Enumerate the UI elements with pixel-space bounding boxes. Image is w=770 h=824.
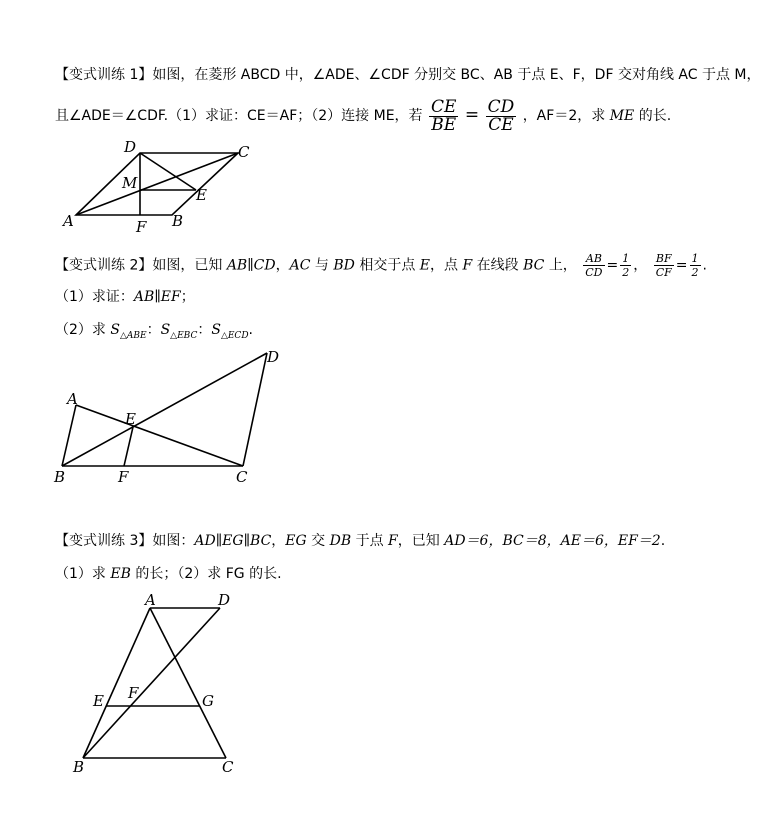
ex2-colon2: ： (197, 322, 212, 338)
fig3-line-bd (83, 608, 220, 758)
ex2-sub2: △EBC (170, 330, 198, 341)
ex2-q2-end: . (248, 322, 253, 338)
ex3-par: AD∥EG∥BC (194, 533, 272, 549)
ex2-comma: ， (275, 257, 290, 274)
ex2-eq2: = (675, 257, 688, 274)
fig2-line-ef (124, 427, 133, 466)
ex3-fg: FG (225, 566, 245, 582)
fig2-label-a: A (67, 390, 78, 408)
ex1-frac1-den: BE (431, 114, 457, 135)
fig1-label-d: D (124, 138, 137, 156)
ex2-fb-den: 2 (622, 266, 630, 279)
ex2-fa-den: CD (585, 266, 603, 279)
fig1-label-f: F (136, 218, 147, 236)
ex1-line2-pre: 且∠ADE＝∠CDF.（1）求证：CE＝AF；（2）连接 ME，若 (55, 108, 423, 124)
ex3-eb: EB (110, 566, 131, 582)
fig1-label-b: B (172, 212, 184, 230)
fig2-label-b: B (54, 468, 66, 486)
fig3-label-g: G (202, 692, 214, 710)
fig1-label-m: M (122, 174, 138, 192)
fig3-label-d: D (218, 591, 231, 609)
ex2-fc-den: CF (655, 266, 672, 279)
fig3-label-f: F (128, 684, 139, 702)
fig1-label-e: E (196, 186, 207, 204)
ex3-c1: ， (271, 533, 286, 549)
ex2-s1: S (110, 322, 120, 338)
ex3-yu: 于点 (355, 533, 384, 549)
fig2-line-ac (76, 405, 243, 466)
ex3-known: ，已知 (397, 533, 440, 549)
ex2-s3: S (211, 322, 221, 338)
ex2-f: F (462, 257, 473, 274)
figure-2-trapezoid (62, 353, 267, 466)
fig2-label-f: F (118, 468, 129, 486)
ex2-e: E (419, 257, 431, 274)
ex2-ab-cd: AB∥CD (226, 257, 276, 274)
ex2-dot: . (702, 257, 707, 274)
fig3-label-c: C (222, 758, 234, 776)
fig3-line-ab (83, 608, 150, 758)
ex3-q-mid: 的长；（2）求 (135, 566, 222, 582)
ex1-line1-text: 【变式训练 1】如图，在菱形 ABCD 中，∠ADE、∠CDF 分别交 BC、AB 于点 E、F，DF 交对角线 AC 于点 M， (55, 67, 761, 83)
ex2-sep: ， (633, 257, 648, 274)
fig1-diagonal-ac (76, 153, 238, 215)
ex1-frac1-num: CE (431, 96, 457, 117)
ex2-eq1: = (606, 257, 619, 274)
ex1-line2-end: 的长. (638, 108, 672, 124)
fig2-label-d: D (267, 348, 280, 366)
ex2-mid4: 上， (548, 257, 577, 274)
ex2-q1-pre: （1）求证： (55, 289, 134, 305)
fig2-label-e: E (125, 410, 136, 428)
fig3-label-b: B (73, 758, 85, 776)
ex3-db: DB (329, 533, 352, 549)
ex1-frac2-den: CE (488, 114, 514, 135)
ex2-s2: S (160, 322, 171, 338)
ex1-me: ME (609, 108, 635, 124)
ex1-eq: = (464, 105, 480, 125)
fig3-label-a: A (145, 591, 156, 609)
ex2-fd-num: 1 (691, 252, 699, 265)
ex2-sub3: △ECD (220, 330, 249, 341)
ex2-line1-pre: 【变式训练 2】如图，已知 (55, 257, 223, 274)
ex3-dot: . (660, 533, 666, 549)
fig2-line-ab (62, 405, 76, 466)
fig2-label-c: C (236, 468, 248, 486)
ex2-bc: BC (523, 257, 545, 274)
ex2-fa-num: AB (583, 252, 604, 266)
ex3-jiao: 交 (311, 533, 326, 549)
fig2-line-bd (62, 353, 267, 466)
ex2-fc-num: BF (654, 252, 674, 266)
ex3-eg: EG (285, 533, 307, 549)
ex3-line1-pre: 【变式训练 3】如图： (55, 533, 195, 549)
ex2-yu: 与 (314, 257, 329, 274)
fig1-label-c: C (238, 143, 250, 161)
fig2-line-cd (243, 353, 267, 466)
ex2-mid3: 在线段 (476, 257, 519, 274)
ex2-mid2: ，点 (430, 257, 459, 274)
ex2-q2-pre: （2）求 (55, 322, 106, 338)
ex2-sub1: △ABE (119, 330, 147, 341)
ex2-ac: AC (289, 257, 311, 274)
ex2-bd: BD (333, 257, 355, 274)
ex1-line2-post: ，AF＝2，求 (522, 108, 606, 124)
fig3-label-e: E (93, 692, 104, 710)
ex2-fb-num: 1 (622, 252, 630, 265)
ex2-mid: 相交于点 (359, 257, 416, 274)
ex2-fd-den: 2 (691, 266, 699, 279)
ex3-vals: AD＝6，BC＝8，AE＝6，EF＝2 (444, 533, 661, 549)
ex3-f: F (388, 533, 398, 549)
ex3-q-end: 的长. (249, 566, 282, 582)
ex2-colon1: ： (146, 322, 161, 338)
ex2-q1-math: AB∥EF (133, 289, 181, 305)
ex3-q-pre: （1）求 (55, 566, 106, 582)
ex1-frac2-num: CD (487, 96, 515, 117)
figure-3-trapezoid (83, 608, 226, 758)
fig1-label-a: A (63, 212, 74, 230)
figure-1-rhombus (76, 153, 238, 215)
fig3-line-ac (150, 608, 226, 758)
ex2-q1-end: ； (180, 289, 195, 305)
